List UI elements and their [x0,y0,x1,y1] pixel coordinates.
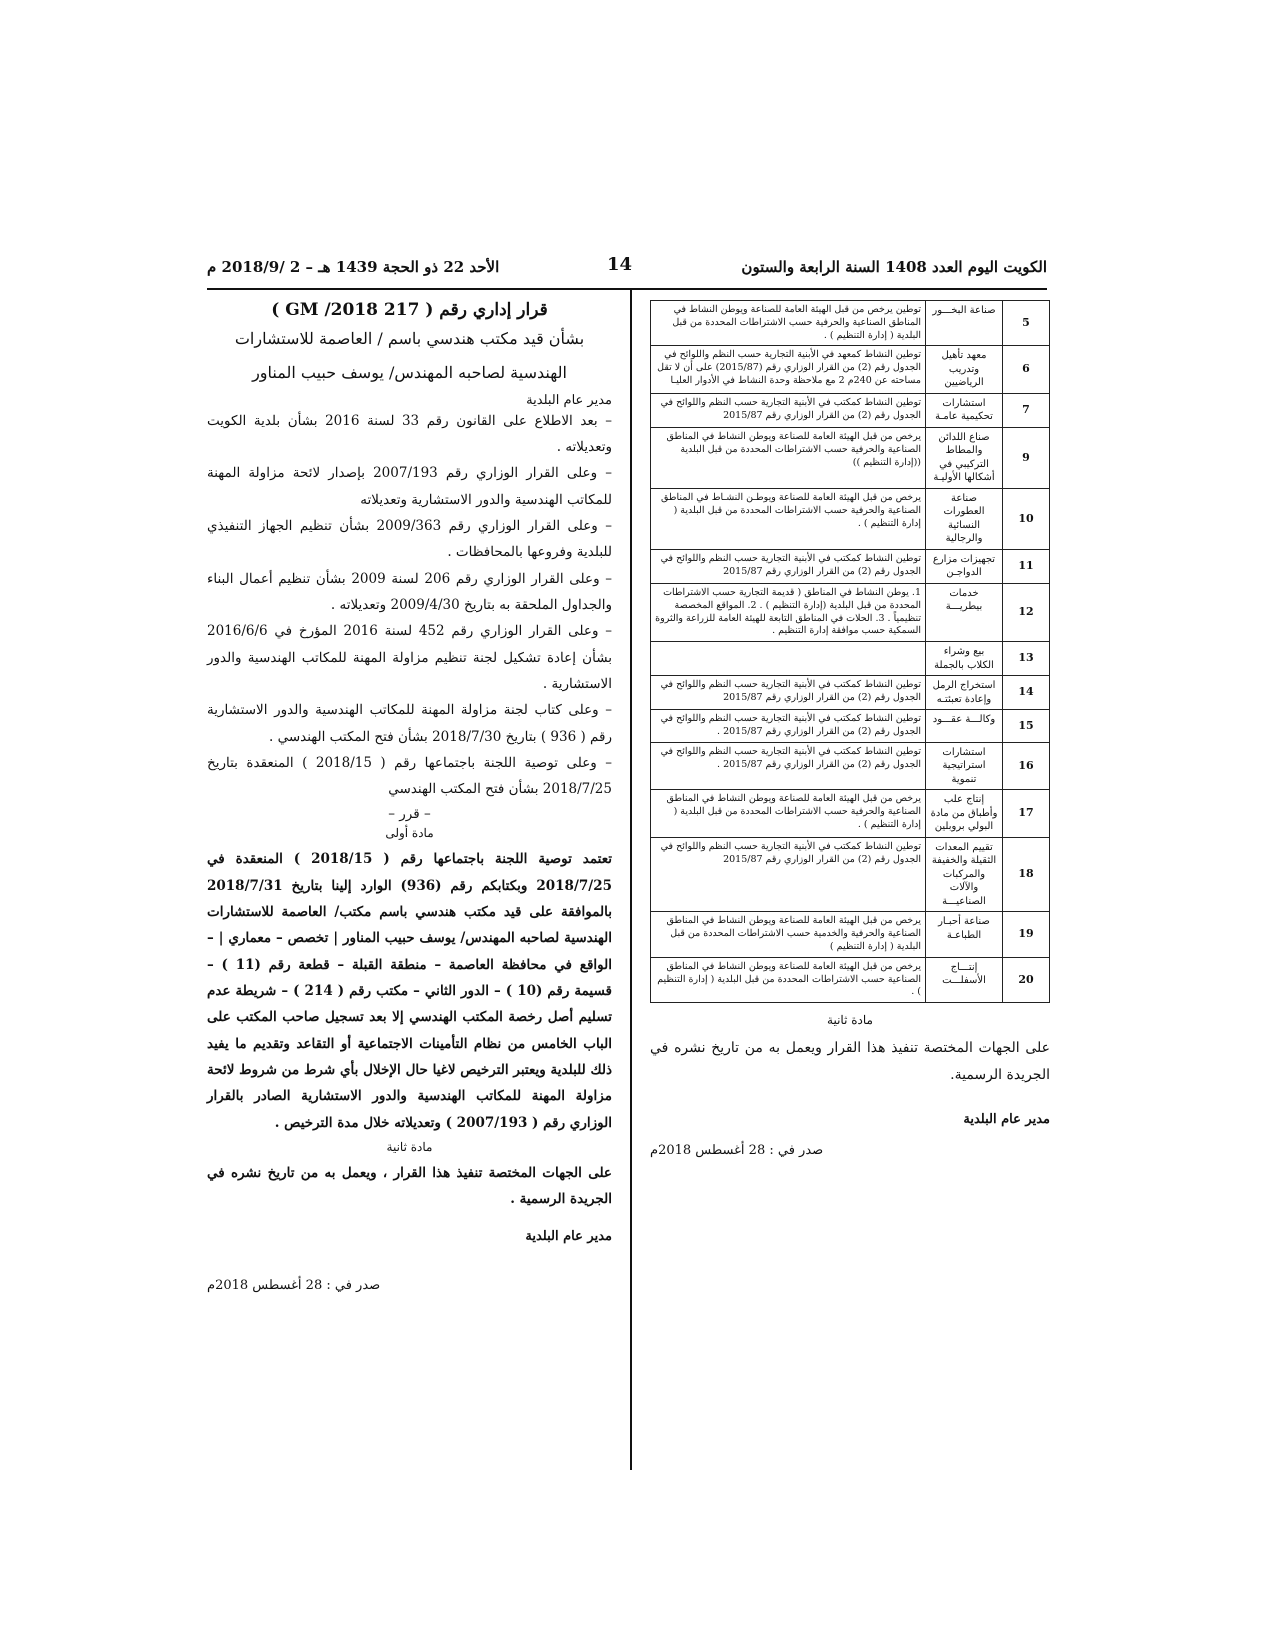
activity-name: صناع اللدائن والمطاط التركيبي في أشكالها الأوليـة [926,427,1003,488]
activity-name: صناعة البخـــور [926,301,1003,346]
table-row [651,837,1050,912]
table-row [651,549,1050,583]
table-row [651,710,1050,743]
header-divider [207,288,1047,290]
row-number: 13 [1003,642,1050,676]
activity-conditions: يرخص من قبل الهيئة العامة للصناعة ويوطن النشاط في المناطق الصناعية والحرفية حسب الاشتراطات المحددة من قبل البلدية ( إدارة التنظيم ) . [651,790,926,838]
recital: – وعلى توصية اللجنة باجتماعها رقم ( 2018/15 ) المنعقدة بتاريخ 2018/7/25 بشأن فتح المكتب الهندسي [207,754,612,798]
issue-date-right: صدر في : 28 أغسطس 2018م [650,1143,824,1159]
activity-conditions: توطين يرخص من قبل الهيئة العامة للصناعة ويوطن النشاط في المناطق الصناعية والحرفية حسب الاشتراطات المحددة من قبل البلدية ( إدارة التنظيم ) . [651,301,926,346]
activity-name: استخراج الرمل وإعادة تعبئتـه [926,676,1003,710]
issue-date-left: صدر في : 28 أغسطس 2018م [207,1277,381,1293]
issue-date: الأحد 22 ذو الحجة 1439 هـ – 2 /2018/9 م [207,258,500,276]
activity-conditions: توطين النشاط كمكتب في الأبنية التجارية حسب النظم واللوائح في الجدول رقم (2) من القرار الوزاري رقم 2015/87 [651,837,926,912]
recital: – وعلى القرار الوزاري رقم 2009/363 بشأن تنظيم الجهاز التنفيذي للبلدية وفروعها بالمحافظات . [207,518,612,561]
activity-conditions: يرخص من قبل الهيئة العامة للصناعة ويوطن النشاط في المناطق الصناعية والحرفية حسب الاشتراطات المحددة من قبل البلدية ((إدارة التنظيم )) [651,427,926,488]
row-number: 10 [1003,488,1050,549]
article-two-text: على الجهات المختصة تنفيذ هذا القرار ، ويعمل به من تاريخ نشره في الجريدة الرسمية . [207,1164,612,1208]
article-one-text: تعتمد توصية اللجنة باجتماعها رقم ( 2018/15 ) المنعقدة في 2018/7/25 وبكتابكم رقم (936) الوارد إلينا بتاريخ 2018/7/31 بالموافقة على قيد مكتب هندسي باسم مكتب/ العاصمة للاستشارات الهندسية لصاحبه المهندس/ يوسف حبيب المناور | تخصص – معماري | – الواقع في محافظة العاصمة – منطقة القبلة – قطعة رقم (11 ) – قسيمة رقم (10 ) – الدور الثاني – مكتب رقم ( 214 ) – شريطة عدم تسليم أصل رخصة المكتب الهندسي إلا بعد تسجيل صاحب المكتب على الباب الخامس من نظام التأمينات الاجتماعية أو التقاعد وتقديم ما يفيد ذلك للبلدية ويعتبر الترخيص لاغيا حال الإخلال بأي شرط من شروط لائحة مزاولة المهنة للمكاتب الهندسية والدور الاستشارية الصادر بالقرار الوزاري رقم ( 2007/193 ) وتعديلاته خلال مدة الترخيص . [207,851,612,1131]
recital: – وعلى القرار الوزاري رقم 452 لسنة 2016 المؤرخ في 2016/6/6 بشأن إعادة تشكيل لجنة تنظيم مزاولة المهنة للمكاتب الهندسية والدور الاستشارية . [207,623,612,692]
row-number: 5 [1003,301,1050,346]
page-number: 14 [607,254,633,275]
signature-right: مدير عام البلدية [963,1112,1050,1128]
table-row [651,676,1050,710]
right-column [650,300,1050,1158]
row-number: 16 [1003,742,1050,790]
table-row [651,957,1050,1002]
activity-conditions [651,642,926,676]
decided-marker: – قرر – [388,806,431,823]
decision-title: قرار إداري رقم ( 217 GM /2018 ) [271,300,548,320]
activities-table [650,300,1050,1003]
activity-name: إنتـــاج الأسفلـــت [926,957,1003,1002]
activity-name: خدمات بيطريـــة [926,583,1003,641]
page-header [207,254,1047,284]
recital: – وعلى القرار الوزاري رقم 206 لسنة 2009 بشأن تنظيم أعمال البناء والجداول الملحقة به بتاريخ 2009/4/30 وتعديلاته . [207,570,612,613]
article-two-heading-right: مادة ثانية [827,1013,873,1028]
row-number: 14 [1003,676,1050,710]
table-row [651,790,1050,838]
activity-name: وكالـــة عقـــود [926,710,1003,743]
row-number: 18 [1003,837,1050,912]
table-row [651,427,1050,488]
recital: – بعد الاطلاع على القانون رقم 33 لسنة 2016 بشأن بلدية الكويت وتعديلاته . [207,412,612,456]
activity-conditions: يرخص من قبل الهيئة العامة للصناعة ويوطن النشاط في المناطق الصناعية حسب الاشتراطات المحددة من قبل البلدية ( إدارة التنظيم ) . [651,957,926,1002]
row-number: 6 [1003,346,1050,394]
article-one-heading: مادة أولى [385,826,434,841]
left-column [207,300,612,1293]
table-row [651,488,1050,549]
decision-subtitle-2: الهندسية لصاحبه المهندس/ يوسف حبيب المناور [252,363,567,383]
activity-conditions: توطين النشاط كمكتب في الأبنية التجارية حسب النظم واللوائح في الجدول رقم (2) من القرار الوزاري رقم 2015/87 . [651,742,926,790]
activity-name: إنتاج علب وأطباق من مادة البولي بروبلين [926,790,1003,838]
row-number: 9 [1003,427,1050,488]
table-row [651,393,1050,427]
activity-name: استشارات استراتيجية تنموية [926,742,1003,790]
row-number: 12 [1003,583,1050,641]
row-number: 15 [1003,710,1050,743]
table-row [651,301,1050,346]
activity-name: صناعة العطورات النسائية والرجالية [926,488,1003,549]
table-row [651,642,1050,676]
activity-name: استشارات تحكيمية عامـة [926,393,1003,427]
activity-conditions: توطين النشاط كمكتب في الأبنية التجارية حسب النظم واللوائح في الجدول رقم (2) من القرار الوزاري رقم 2015/87 [651,549,926,583]
activity-conditions: توطين النشاط كمكتب في الأبنية التجارية حسب النظم واللوائح في الجدول رقم (2) من القرار الوزاري رقم 2015/87 [651,676,926,710]
row-number: 7 [1003,393,1050,427]
gazette-issue-info: الكويت اليوم العدد 1408 السنة الرابعة والستون [741,258,1047,276]
activity-conditions: توطين النشاط كمكتب في الأبنية التجارية حسب النظم واللوائح في الجدول رقم (2) من القرار الوزاري رقم 2015/87 . [651,710,926,743]
table-row [651,912,1050,957]
table-row [651,583,1050,641]
activity-conditions: توطين النشاط كمعهد في الأبنية التجارية حسب النظم واللوائح في الجدول رقم (2) من القرار الوزاري رقم (2015/87) على أن لا تقل مساحته عن 240م 2 مع ملاحظة وحدة النشاط في الأدوار العليـا [651,346,926,394]
activity-conditions: يرخص من قبل الهيئة العامة للصناعة ويوطن النشاط في المناطق الصناعية والحرفية والخدمية حسب الاشتراطات المحددة من قبل البلدية ( إدارة التنظيم ) [651,912,926,957]
activity-name: تجهيزات مزارع الدواجـن [926,549,1003,583]
activity-conditions: يرخص من قبل الهيئة العامة للصناعة ويوطـن النشـاط في المناطق الصناعية والحرفية حسب الاشتراطات المحددة من قبل البلدية ( إدارة التنظيم ) . [651,488,926,549]
activity-name: معهد تأهيل وتدريب الرياضيين [926,346,1003,394]
signature-left: مدير عام البلدية [525,1228,612,1244]
activity-conditions: 1. يوطن النشاط في المناطق ( قديمة التجارية حسب الاشتراطات المحددة من قبل البلدية (إدارة التنظيم ) . 2. المواقع المخصصة تنظيمياً . 3. الحلات في المناطق التابعة للهيئة العامة للزراعة والثروة السمكية حسب موافقة إدارة التنظيم . [651,583,926,641]
row-number: 19 [1003,912,1050,957]
activity-name: صناعة أحبـار الطباعـة [926,912,1003,957]
article-two-heading: مادة ثانية [386,1139,433,1154]
activity-name: تقييم المعدات الثقيلة والخفيفة والمركبات والآلات الصناعيـــة [926,837,1003,912]
activity-name: بيع وشراء الكلاب بالجملة [926,642,1003,676]
decision-subtitle-1: بشأن قيد مكتب هندسي باسم / العاصمة للاستشارات [234,329,585,348]
column-divider [630,290,632,1470]
recital: – وعلى القرار الوزاري رقم 2007/193 بإصدار لائحة مزاولة المهنة للمكاتب الهندسية والدور الاستشارية وتعديلاته [207,465,612,508]
table-row [651,742,1050,790]
recital: – وعلى كتاب لجنة مزاولة المهنة للمكاتب الهندسية والدور الاستشارية رقم ( 936 ) بتاريخ 2018/7/30 بشأن فتح المكتب الهندسي . [207,702,612,745]
row-number: 11 [1003,549,1050,583]
article-two-text-right: على الجهات المختصة تنفيذ هذا القرار ويعمل به من تاريخ نشره في الجريدة الرسمية. [650,1040,1050,1083]
table-row [651,346,1050,394]
activity-conditions: توطين النشاط كمكتب في الأبنية التجارية حسب النظم واللوائح في الجدول رقم (2) من القرار الوزاري رقم 2015/87 [651,393,926,427]
director-line: مدير عام البلدية [526,392,612,408]
row-number: 17 [1003,790,1050,838]
row-number: 20 [1003,957,1050,1002]
